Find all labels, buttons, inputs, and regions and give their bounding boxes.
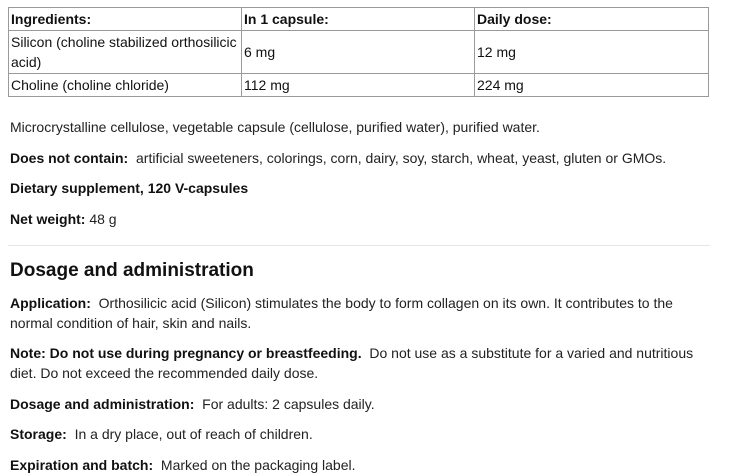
table-row [9,74,709,97]
per-capsule-amount: 6 mg [242,31,475,74]
expiration-value: Marked on the packaging label. [160,457,356,473]
note-label: Note: Do not use during pregnancy or breastfeeding. [10,345,362,361]
ingredient-name: Choline (choline chloride) [9,74,242,97]
application-paragraph [10,293,710,333]
header-daily-dose: Daily dose: [475,8,709,31]
does-not-contain-value: artificial sweeteners, colorings, corn, dairy, soy, starch, wheat, yeast, gluten or GMOs. [136,150,667,166]
ingredients-table [8,7,709,97]
application-label: Application: [10,295,91,311]
storage-value: In a dry place, out of reach of children. [74,426,313,442]
section-title: Dosage and administration [10,260,254,281]
header-per-capsule: In 1 capsule: [242,8,475,31]
net-weight-value: 48 g [89,211,117,227]
net-weight-label: Net weight: [10,211,86,227]
does-not-contain-label: Does not contain: [10,150,129,166]
dosage-line [10,394,710,414]
table-row [9,31,709,74]
storage-line [10,424,710,444]
note-paragraph [10,343,710,383]
dosage-value: For adults: 2 capsules daily. [202,396,375,412]
net-weight-line [10,209,710,229]
table-header-row [9,8,709,31]
per-capsule-amount: 112 mg [242,74,475,97]
expiration-label: Expiration and batch: [10,457,154,473]
expiration-line [10,455,710,475]
daily-dose-amount: 12 mg [475,31,709,74]
dosage-label: Dosage and administration: [10,396,195,412]
header-ingredients: Ingredients: [9,8,242,31]
storage-label: Storage: [10,426,67,442]
section-divider [8,245,710,246]
supplement-line [10,178,710,198]
supplement-label: Dietary supplement, 120 V-capsules [10,180,249,196]
ingredient-name: Silicon (choline stabilized orthosilicic acid) [9,31,242,74]
note-value: Do not use as a substitute for a varied and nutritious diet. Do not exceed the recommended daily dose. [10,345,694,381]
application-value: Orthosilicic acid (Silicon) stimulates the body to form collagen on its own. It contributes to the normal condition of hair, skin and nails. [10,295,673,331]
other-ingredients-text: Microcrystalline cellulose, vegetable capsule (cellulose, purified water), purified water. [10,119,540,135]
does-not-contain-line [10,148,710,168]
daily-dose-amount: 224 mg [475,74,709,97]
